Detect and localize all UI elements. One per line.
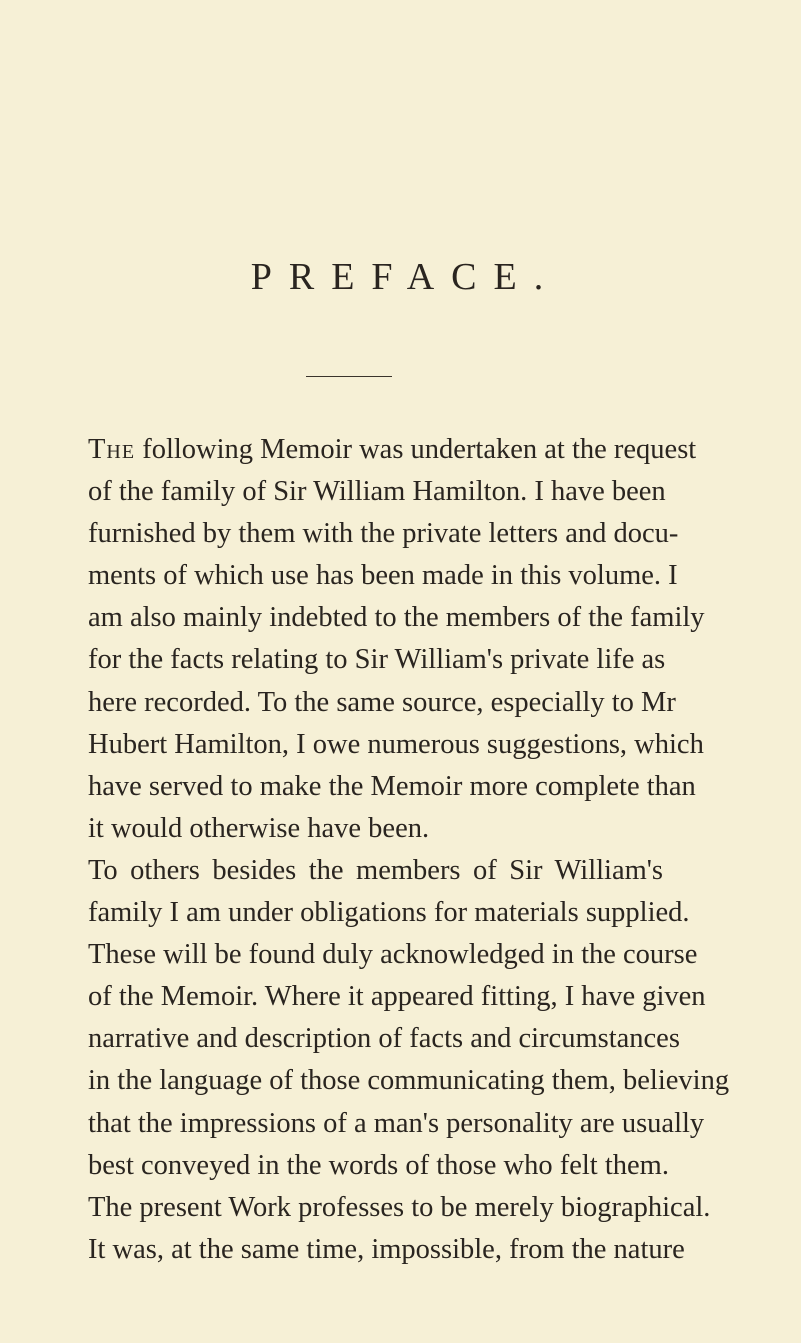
text-line-5: am also mainly indebted to the members of the family	[88, 602, 705, 634]
text-line-11: To others besides the members of Sir William's	[88, 854, 663, 886]
text-line-16: in the language of those communicating them, believing	[88, 1065, 730, 1097]
heading-divider	[306, 376, 392, 377]
text-line-2: of the family of Sir William Hamilton. I have been	[88, 476, 666, 508]
preface-heading: PREFACE.	[250, 256, 561, 298]
text-line-17: that the impressions of a man's personality are usually	[88, 1107, 705, 1139]
text-line-4: ments of which use has been made in this volume. I	[88, 560, 678, 592]
text-line-20: It was, at the same time, impossible, from the nature	[88, 1233, 685, 1265]
text-line-18: best conveyed in the words of those who felt them.	[88, 1149, 669, 1181]
preface-body	[88, 429, 730, 1271]
text-line-6: for the facts relating to Sir William's private life as	[88, 644, 666, 676]
text-line-7: here recorded. To the same source, especially to Mr	[88, 686, 676, 718]
text-line-10: it would otherwise have been.	[88, 812, 430, 844]
opening-word: The	[88, 434, 136, 465]
text-line-12: family I am under obligations for materials supplied.	[88, 897, 690, 929]
text-line-14: of the Memoir. Where it appeared fitting, I have given	[88, 981, 706, 1013]
text-line-15: narrative and description of facts and circumstances	[88, 1023, 680, 1055]
text-line-19: The present Work professes to be merely biographical.	[88, 1191, 711, 1223]
text-line-13: These will be found duly acknowledged in the course	[88, 939, 698, 971]
text-line-1	[88, 429, 697, 471]
text-line-3: furnished by them with the private letters and docu-	[88, 518, 679, 550]
text-line-8: Hubert Hamilton, I owe numerous suggestions, which	[88, 728, 704, 760]
text-line-9: have served to make the Memoir more complete than	[88, 770, 696, 802]
line-text: following Memoir was undertaken at the request	[142, 434, 697, 465]
